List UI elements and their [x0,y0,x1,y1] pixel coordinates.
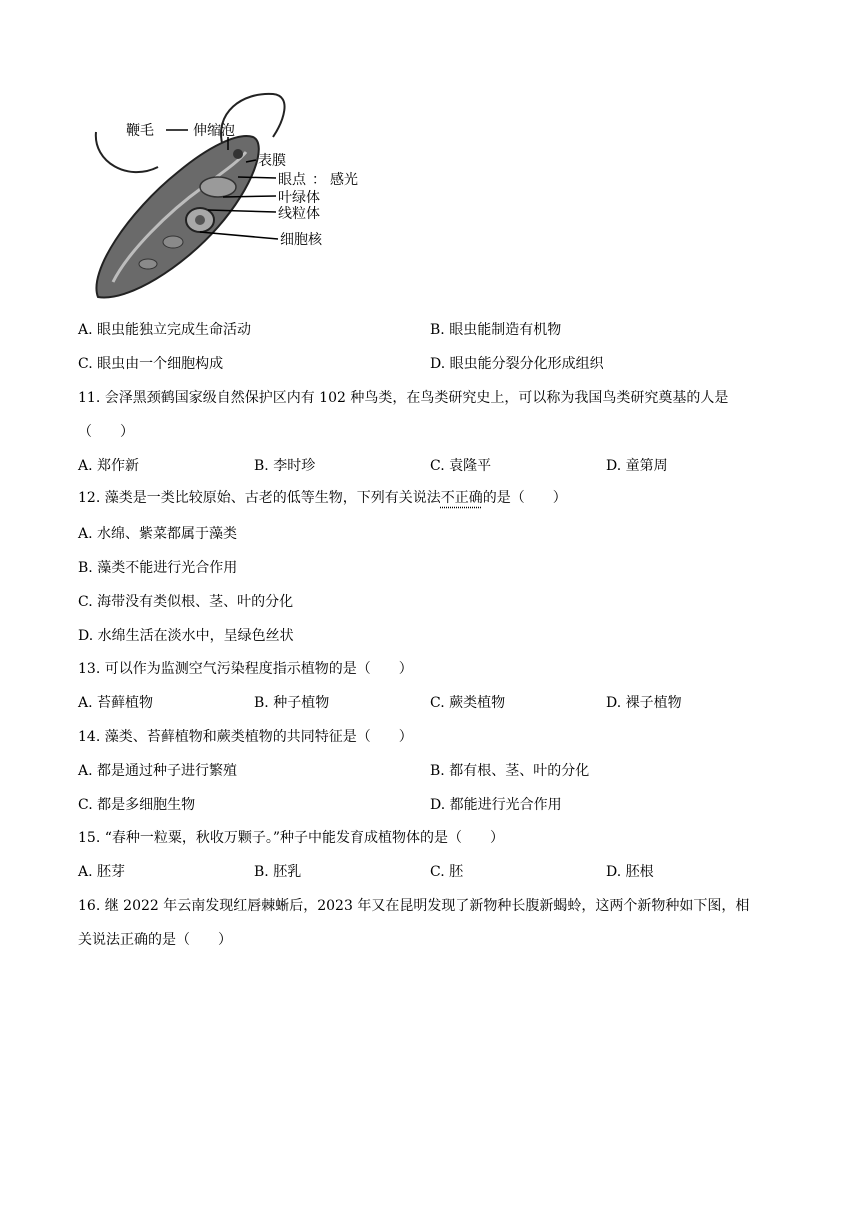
label-contractile-vacuole: 伸缩泡 [193,123,235,139]
q12-stem-text: 12. 藻类是一类比较原始、古老的低等生物，下列有关说法 [78,490,441,506]
q10-option-a: A. 眼虫能独立完成生命活动 [78,322,252,338]
q11-option-a: A. 郑作新 [78,458,140,474]
q15-option-d: D. 胚根 [606,864,654,880]
label-flagellum: 鞭毛 [126,123,154,139]
q12-option-a: A. 水绵、紫菜都属于藻类 [78,526,238,542]
q11-option-d: D. 童第周 [606,458,668,474]
label-photosensitive: 感光 [330,172,358,188]
q15-option-a: A. 胚芽 [78,864,126,880]
q14-option-c: C. 都是多细胞生物 [78,797,196,813]
q15-stem: 15. “春种一粒粟，秋收万颗子。”种子中能发育成植物体的是（ ） [78,830,505,846]
q16-stem-line1: 16. 继 2022 年云南发现红唇棘蜥后，2023 年又在昆明发现了新物种长腹新蝎蛉，这两个新物种如下图，相 [78,898,750,914]
q10-option-d: D. 眼虫能分裂分化形成组织 [430,356,604,372]
q13-option-a: A. 苔藓植物 [78,695,154,711]
q11-answer-paren: （ ） [78,424,134,440]
label-eyespot: 眼点 [278,172,306,188]
q15-option-b: B. 胚乳 [254,864,302,880]
q11-option-b: B. 李时珍 [254,458,316,474]
q11-option-c: C. 袁隆平 [430,458,492,474]
q12-stem-tail: 的是（ ） [482,490,567,506]
q14-stem: 14. 藻类、苔藓植物和蕨类植物的共同特征是（ ） [78,729,413,745]
label-nucleus: 细胞核 [280,232,322,248]
label-chloroplast: 叶绿体 [278,190,320,206]
q14-option-a: A. 都是通过种子进行繁殖 [78,763,238,779]
q14-option-d: D. 都能进行光合作用 [430,797,562,813]
q13-stem: 13. 可以作为监测空气污染程度指示植物的是（ ） [78,661,413,677]
euglena-diagram [88,92,378,302]
q13-option-b: B. 种子植物 [254,695,330,711]
q16-stem-line2: 关说法正确的是（ ） [78,932,232,948]
q11-stem: 11. 会泽黑颈鹤国家级自然保护区内有 102 种鸟类，在鸟类研究史上，可以称为我国鸟类研究奠基的人是 [78,390,729,406]
euglena-illustration [88,92,378,302]
q13-option-d: D. 裸子植物 [606,695,682,711]
label-mitochondria: 线粒体 [278,206,320,222]
q15-option-c: C. 胚 [430,864,464,880]
q10-option-b: B. 眼虫能制造有机物 [430,322,562,338]
q12-emphasis: 不正确 [440,490,483,506]
svg-text:：: ： [312,172,326,188]
q12-option-d: D. 水绵生活在淡水中，呈绿色丝状 [78,628,294,644]
q12-stem [78,488,567,508]
q14-option-b: B. 都有根、茎、叶的分化 [430,763,590,779]
q13-option-c: C. 蕨类植物 [430,695,506,711]
q10-option-c: C. 眼虫由一个细胞构成 [78,356,224,372]
q12-option-c: C. 海带没有类似根、茎、叶的分化 [78,594,294,610]
label-pellicle: 表膜 [258,153,286,169]
q12-option-b: B. 藻类不能进行光合作用 [78,560,238,576]
